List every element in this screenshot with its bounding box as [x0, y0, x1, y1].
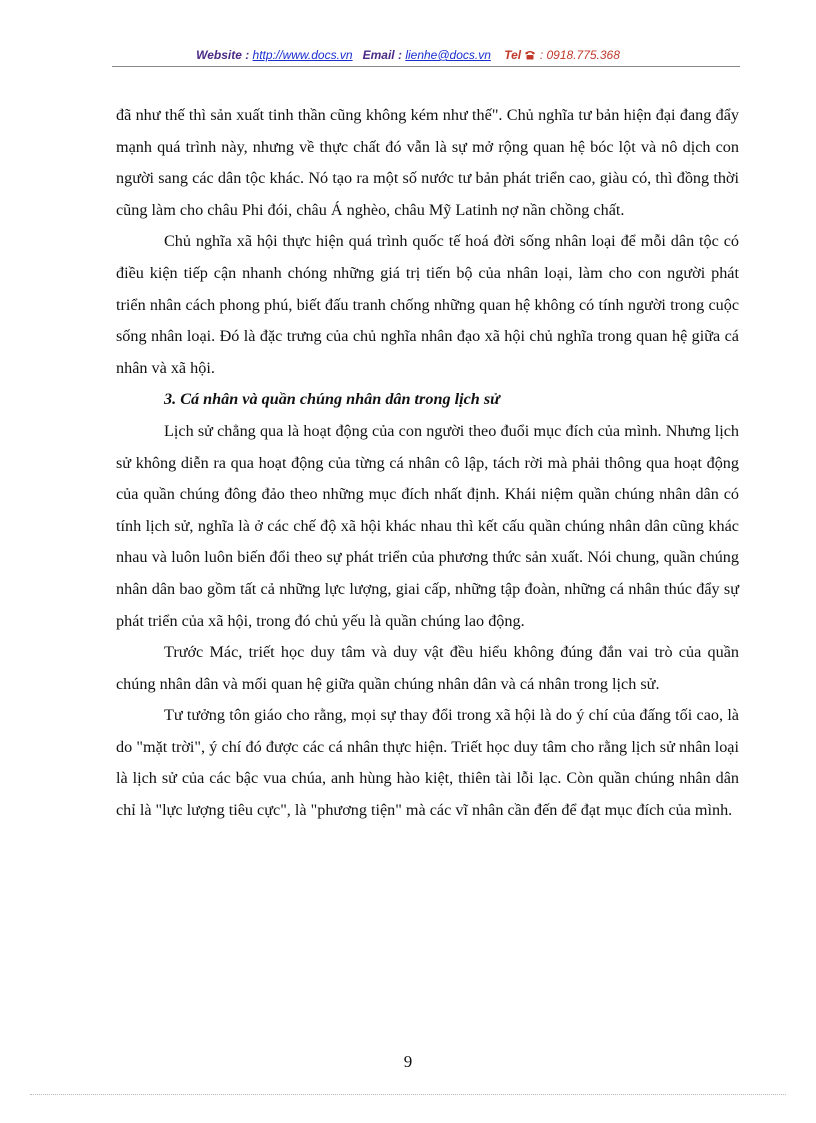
paragraph-2: Chủ nghĩa xã hội thực hiện quá trình quốc tế hoá đời sống nhân loại để mỗi dân tộc có điều kiện tiếp cận nhanh chóng những giá trị tiến bộ của nhân loại, làm cho con người phát triển nhân cách phong phú, biết đấu tranh chống những quan hệ không có tính người trong cuộc sống nhân loại. Đó là đặc trưng của chủ nghĩa nhân đạo xã hội chủ nghĩa trong quan hệ giữa cá nhân và xã hội. [116, 232, 739, 377]
page-header [0, 48, 816, 62]
paragraph-1: đã như thế thì sản xuất tinh thần cũng không kém như thế". Chủ nghĩa tư bản hiện đại đang đẩy mạnh quá trình này, nhưng về thực chất đó vẫn là sự mở rộng quan hệ bóc lột và nô dịch con người sang các dân tộc khác. Nó tạo ra một số nước tư bản phát triển cao, giàu có, thì đồng thời cũng làm cho châu Phi đói, châu Á nghèo, châu Mỹ Latinh nợ nần chồng chất. [116, 106, 739, 219]
email-label: Email : [362, 48, 402, 62]
document-body [116, 100, 739, 827]
paragraph-5: Tư tưởng tôn giáo cho rằng, mọi sự thay đổi trong xã hội là do ý chí của đấng tối cao, là do "mặt trời", ý chí đó được các cá nhân thực hiện. Triết học duy tâm cho rằng lịch sử nhân loại là lịch sử của các bậc vua chúa, anh hùng hào kiệt, thiên tài lỗi lạc. Còn quần chúng nhân dân chỉ là "lực lượng tiêu cực", là "phương tiện" mà các vĩ nhân cần đến để đạt mục đích của mình. [116, 706, 739, 820]
footer-divider [30, 1094, 786, 1095]
tel-number: : 0918.775.368 [539, 48, 620, 62]
website-label: Website : [196, 48, 250, 62]
page-number: 9 [403, 1052, 413, 1071]
phone-icon [524, 48, 536, 62]
header-divider [112, 66, 740, 67]
website-link[interactable]: http://www.docs.vn [252, 48, 353, 62]
paragraph-4: Trước Mác, triết học duy tâm và duy vật đều hiểu không đúng đắn vai trò của quần chúng nhân dân và mối quan hệ giữa quần chúng nhân dân và cá nhân trong lịch sử. [116, 643, 739, 693]
section-heading: 3. Cá nhân và quần chúng nhân dân trong lịch sử [164, 390, 500, 409]
email-link[interactable]: lienhe@docs.vn [405, 48, 491, 62]
paragraph-3: Lịch sử chẳng qua là hoạt động của con người theo đuổi mục đích của mình. Nhưng lịch sử không diễn ra qua hoạt động của từng cá nhân cô lập, tách rời mà phải thông qua hoạt động của quần chúng đông đảo theo những mục đích nhất định. Khái niệm quần chúng nhân dân có tính lịch sử, nghĩa là ở các chế độ xã hội khác nhau thì kết cấu quần chúng nhân dân cũng khác nhau và luôn luôn biến đổi theo sự phát triển của phương thức sản xuất. Nói chung, quần chúng nhân dân bao gồm tất cả những lực lượng, giai cấp, những tập đoàn, những cá nhân thúc đẩy sự phát triển của xã hội, trong đó chủ yếu là quần chúng lao động. [116, 421, 739, 630]
tel-label: Tel [504, 48, 522, 62]
